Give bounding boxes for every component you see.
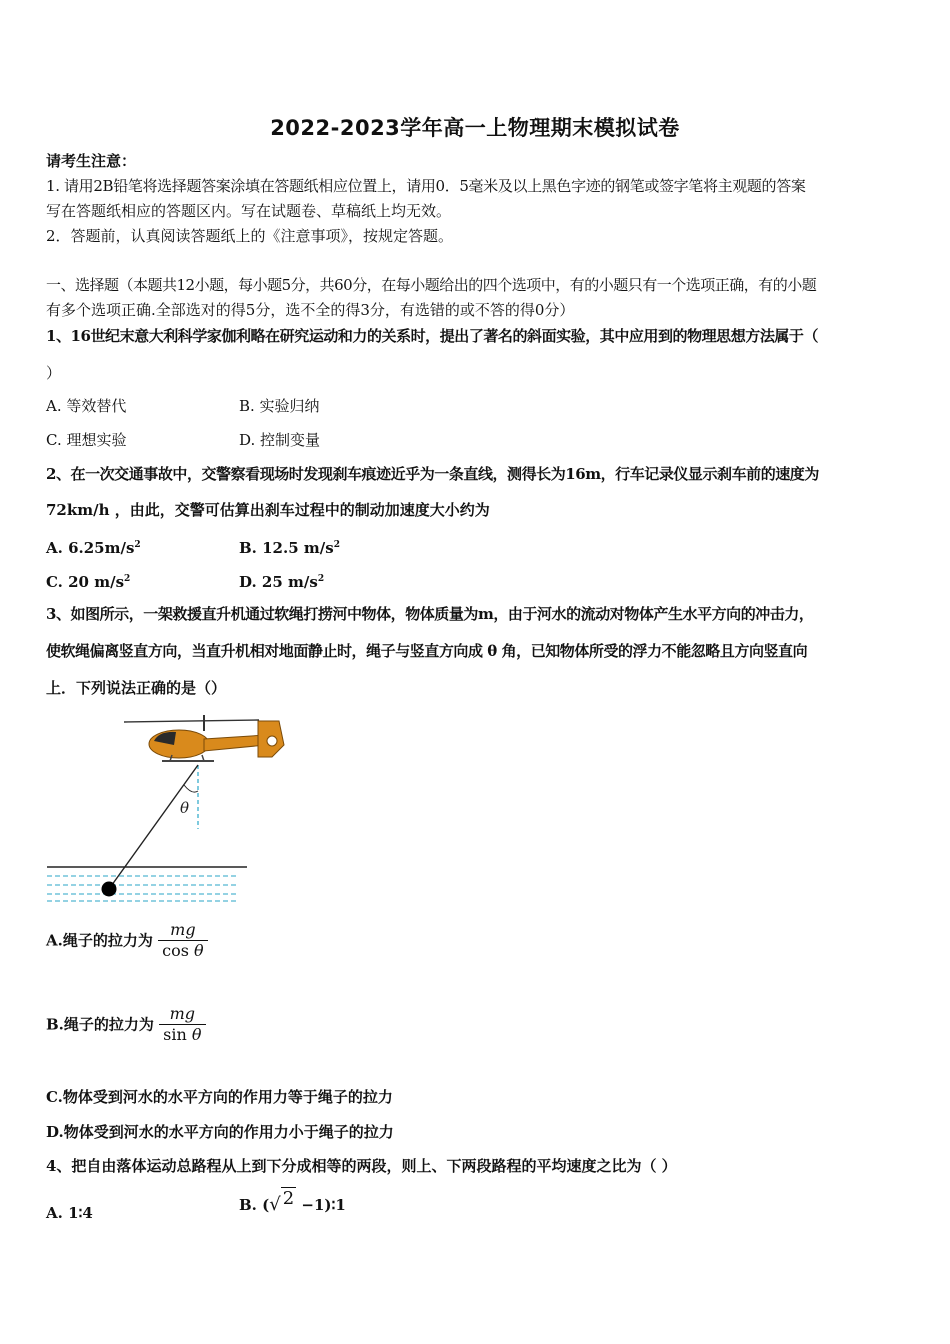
question-3-option-b: B.绳子的拉力为 $\frac{mg}{\text{sin θ}}$ <box>46 1004 206 1045</box>
angle-theta-label: θ <box>180 799 190 817</box>
formula-mg-over-sin: $\frac{mg}{\text{sin θ}}$ <box>159 1004 205 1045</box>
question-1-option-a: A. 等效替代 <box>46 397 127 415</box>
question-3-option-d: D.物体受到河水的水平方向的作用力小于绳子的拉力 <box>46 1123 394 1141</box>
helicopter-image <box>124 715 284 761</box>
question-2-option-c: C. 20 $m/s^2$ <box>46 573 131 591</box>
question-4-option-a: A. 1∶4 <box>46 1204 93 1222</box>
notice-item-1-line-2: 写在答题纸相应的答题区内。写在试题卷、草稿纸上均无效。 <box>46 202 452 220</box>
question-3-line-3: 上．下列说法正确的是（） <box>46 679 227 697</box>
question-3-option-a: A.绳子的拉力为 $\frac{mg}{\text{cos θ}}$ <box>46 920 208 961</box>
rope-line <box>109 765 198 889</box>
notice-item-1-line-1: 1. 请用2B铅笔将选择题答案涂填在答题纸相应位置上，请用0．5毫米及以上黑色字迹的钢笔或签字笔将主观题的答案 <box>46 177 806 195</box>
question-1-option-b: B. 实验归纳 <box>239 397 320 415</box>
question-2-line-2: 72km/h ，由此，交警可估算出刹车过程中的制动加速度大小约为 <box>46 501 490 519</box>
question-1-option-d: D. 控制变量 <box>239 431 321 449</box>
question-3-line-2: 使软绳偏离竖直方向，当直升机相对地面静止时，绳子与竖直方向成 θ 角，已知物体所受的浮力不能忽略且方向竖直向 <box>46 642 808 660</box>
question-1-line-2: ） <box>46 364 62 382</box>
question-2-option-a: A. $6.25m/s^2$ <box>46 539 141 557</box>
question-1-line-1: 1、16世纪末意大利科学家伽利略在研究运动和力的关系时，提出了著名的斜面实验，其中应用到的物理思想方法属于（ <box>46 327 819 345</box>
page-title: 2022-2023学年高一上物理期末模拟试卷 <box>270 116 680 140</box>
section-header-line-1: 一、选择题（本题共12小题，每小题5分，共60分，在每小题给出的四个选项中，有的小题只有一个选项正确，有的小题 <box>46 276 817 294</box>
angle-arc <box>184 785 198 792</box>
helicopter-rope-figure <box>44 705 289 905</box>
question-2-option-d: D. 25 $m/s^2$ <box>239 573 325 591</box>
question-4-line-1: 4、把自由落体运动总路程从上到下分成相等的两段，则上、下两段路程的平均速度之比为（ ） <box>46 1157 677 1175</box>
notice-item-2: 2．答题前，认真阅读答题纸上的《注意事项》，按规定答题。 <box>46 227 454 245</box>
object-ball <box>102 882 117 897</box>
question-3-line-1: 3、如图所示，一架救援直升机通过软绳打捞河中物体，物体质量为m，由于河水的流动对物体产生水平方向的冲击力， <box>46 605 814 623</box>
question-2-option-b: B. 12.5 $m/s^2$ <box>239 539 340 557</box>
question-3-option-c: C.物体受到河水的水平方向的作用力等于绳子的拉力 <box>46 1088 393 1106</box>
notice-heading: 请考生注意： <box>46 152 137 170</box>
question-4-option-b: B. (√ 2 −1)∶1 <box>239 1188 346 1215</box>
formula-mg-over-cos: $\frac{mg}{\text{cos θ}}$ <box>158 920 208 961</box>
sqrt-two: √ 2 <box>269 1188 295 1215</box>
question-2-line-1: 2、在一次交通事故中，交警察看现场时发现刹车痕迹近乎为一条直线，测得长为16m，行车记录仪显示刹车前的速度为 <box>46 465 819 483</box>
section-header-line-2: 有多个选项正确.全部选对的得5分，选不全的得3分，有选错的或不答的得0分） <box>46 301 575 319</box>
question-1-option-c: C. 理想实验 <box>46 431 127 449</box>
water-waves <box>47 876 239 901</box>
